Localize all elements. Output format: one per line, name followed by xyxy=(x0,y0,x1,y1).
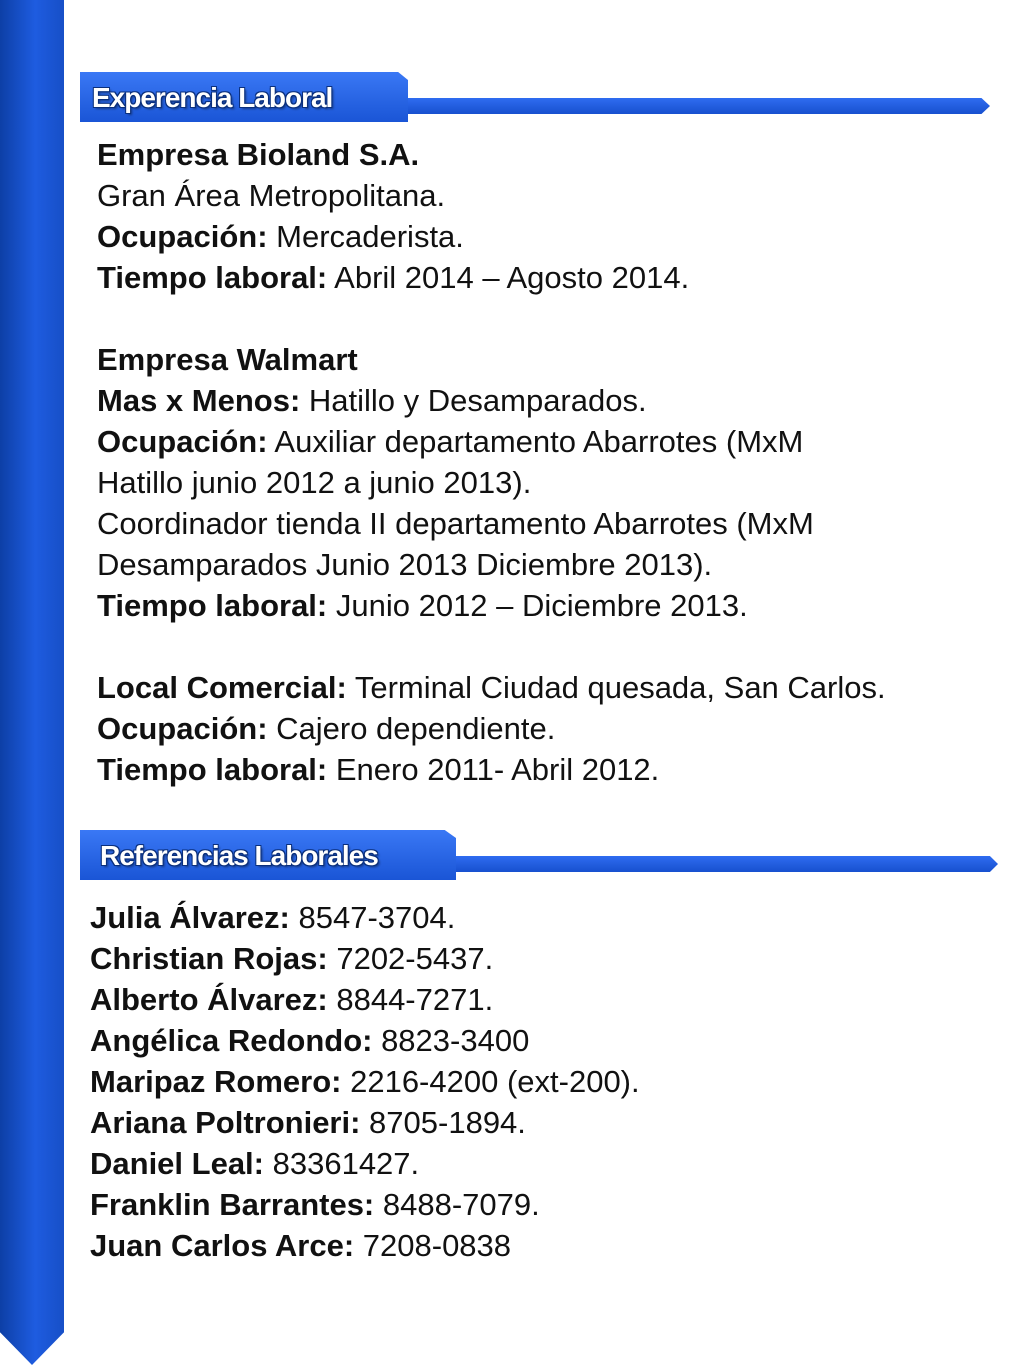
occupation-value: Cajero dependiente. xyxy=(267,711,556,746)
reference-name: Christian Rojas: xyxy=(90,941,328,976)
reference-name: Ariana Poltronieri: xyxy=(90,1105,361,1140)
reference-phone: 8547-3704. xyxy=(289,900,456,935)
side-bar-decoration xyxy=(0,0,64,1365)
company-name: Empresa Walmart xyxy=(97,342,358,377)
experience-walmart xyxy=(97,339,814,626)
occupation-label: Ocupación: xyxy=(97,424,268,459)
reference-phone: 8844-7271. xyxy=(327,982,494,1017)
place-label: Local Comercial: xyxy=(97,670,347,705)
experiencia-header-title: Experencia Laboral xyxy=(92,82,333,113)
references-list xyxy=(90,897,640,1266)
reference-name: Angélica Redondo: xyxy=(90,1023,373,1058)
list-item xyxy=(90,1102,640,1143)
list-item xyxy=(90,897,640,938)
header-line xyxy=(380,98,990,114)
list-item xyxy=(90,1184,640,1225)
reference-phone: 8488-7079. xyxy=(374,1187,540,1222)
reference-phone: 83361427. xyxy=(264,1146,420,1181)
list-item xyxy=(90,1020,640,1061)
occupation-line-2: Hatillo junio 2012 a junio 2013). xyxy=(97,465,532,500)
reference-name: Franklin Barrantes: xyxy=(90,1187,375,1222)
reference-phone: 2216-4200 (ext-200). xyxy=(341,1064,640,1099)
reference-phone: 7202-5437. xyxy=(327,941,494,976)
list-item xyxy=(90,1225,640,1266)
occupation-line-3: Coordinador tienda II departamento Abarrotes (MxM xyxy=(97,506,814,541)
list-item xyxy=(90,1061,640,1102)
time-label: Tiempo laboral: xyxy=(97,752,328,787)
time-value: Abril 2014 – Agosto 2014. xyxy=(327,260,690,295)
reference-name: Alberto Álvarez: xyxy=(90,982,328,1017)
header-line xyxy=(420,856,998,872)
time-label: Tiempo laboral: xyxy=(97,260,328,295)
occupation-value: Auxiliar departamento Abarrotes (MxM xyxy=(267,424,804,459)
reference-name: Maripaz Romero: xyxy=(90,1064,342,1099)
time-value: Enero 2011- Abril 2012. xyxy=(327,752,660,787)
occupation-value: Mercaderista. xyxy=(267,219,464,254)
reference-phone: 8823-3400 xyxy=(372,1023,530,1058)
reference-name: Daniel Leal: xyxy=(90,1146,264,1181)
reference-name: Julia Álvarez: xyxy=(90,900,290,935)
company-name: Empresa Bioland S.A. xyxy=(97,137,420,172)
experience-local xyxy=(97,667,886,790)
reference-phone: 8705-1894. xyxy=(360,1105,526,1140)
referencias-header-title: Referencias Laborales xyxy=(100,840,378,871)
occupation-label: Ocupación: xyxy=(97,711,268,746)
time-value: Junio 2012 – Diciembre 2013. xyxy=(327,588,748,623)
experience-bioland xyxy=(97,134,689,298)
referencias-header xyxy=(80,830,998,884)
company-location: Gran Área Metropolitana. xyxy=(97,178,446,213)
reference-phone: 7208-0838 xyxy=(354,1228,512,1263)
experiencia-header xyxy=(80,72,990,126)
place-value: Terminal Ciudad quesada, San Carlos. xyxy=(346,670,886,705)
list-item xyxy=(90,979,640,1020)
list-item xyxy=(90,938,640,979)
reference-name: Juan Carlos Arce: xyxy=(90,1228,355,1263)
branch-label: Mas x Menos: xyxy=(97,383,301,418)
time-label: Tiempo laboral: xyxy=(97,588,328,623)
occupation-label: Ocupación: xyxy=(97,219,268,254)
list-item xyxy=(90,1143,640,1184)
branch-value: Hatillo y Desamparados. xyxy=(300,383,647,418)
occupation-line-4: Desamparados Junio 2013 Diciembre 2013). xyxy=(97,547,713,582)
